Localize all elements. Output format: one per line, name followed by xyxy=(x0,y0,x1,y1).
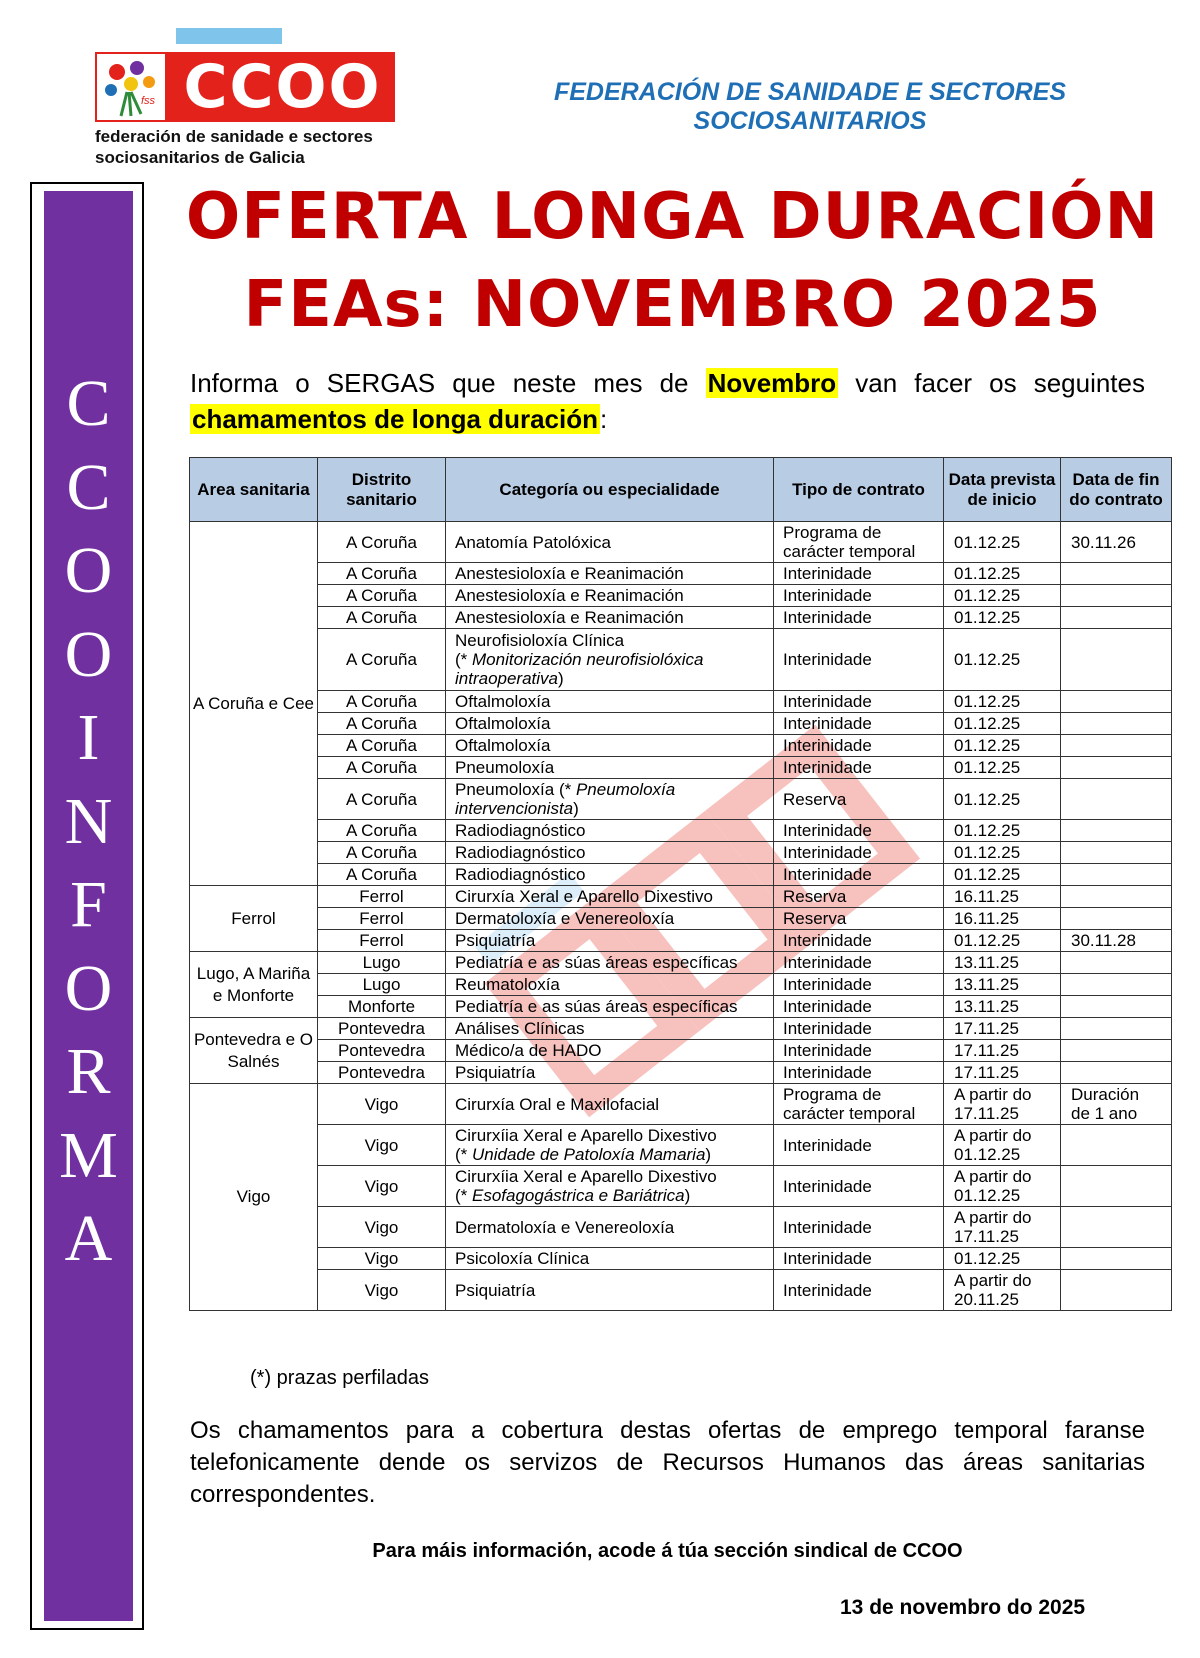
cell-contract: Interinidade xyxy=(774,757,944,779)
cell-category xyxy=(446,1207,774,1248)
cell-start-date: A partir do 01.12.25 xyxy=(944,1125,1061,1166)
cell-district: Ferrol xyxy=(318,930,446,952)
table-row xyxy=(190,1018,1172,1040)
category-name: Psiquiatría xyxy=(455,1280,536,1300)
cell-contract: Reserva xyxy=(774,908,944,930)
category-profile-note: Monitorización neurofisiolóxica intraoperativa xyxy=(455,650,704,688)
table-header-row xyxy=(190,458,1172,522)
cell-start-date: 13.11.25 xyxy=(944,974,1061,996)
cell-end-date xyxy=(1061,886,1172,908)
table-row xyxy=(190,629,1172,691)
category-name: Radiodiagnóstico xyxy=(455,843,586,862)
cell-district: A Coruña xyxy=(318,757,446,779)
cell-start-date: 01.12.25 xyxy=(944,930,1061,952)
cell-district: A Coruña xyxy=(318,864,446,886)
category-name: Dermatoloxía e Venereoloxía xyxy=(455,1217,675,1237)
cell-category xyxy=(446,757,774,779)
cell-district: A Coruña xyxy=(318,607,446,629)
cell-start-date: 01.12.25 xyxy=(944,779,1061,820)
cell-category xyxy=(446,1040,774,1062)
cell-area: Ferrol xyxy=(190,886,318,952)
table-row xyxy=(190,691,1172,713)
logo-blue-bar xyxy=(176,28,282,44)
category-name: Cirurxía Xeral e Aparello Dixestivo xyxy=(455,887,713,906)
cell-district: A Coruña xyxy=(318,629,446,691)
table-row xyxy=(190,563,1172,585)
cell-category: Cirurxíia Xeral e Aparello Dixestivo (* Unidade de Patoloxía Mamaria) xyxy=(446,1125,774,1166)
cell-category xyxy=(446,908,774,930)
cell-end-date: Duración de 1 ano xyxy=(1061,1084,1172,1125)
cell-contract: Interinidade xyxy=(774,1062,944,1084)
cell-district: Lugo xyxy=(318,952,446,974)
cell-end-date xyxy=(1061,779,1172,820)
cell-district: A Coruña xyxy=(318,563,446,585)
cell-start-date: 17.11.25 xyxy=(944,1040,1061,1062)
page-title-line1: OFERTA LONGA DURACIÓN xyxy=(185,180,1160,254)
cell-start-date: 16.11.25 xyxy=(944,886,1061,908)
cell-end-date xyxy=(1061,1018,1172,1040)
cell-end-date xyxy=(1061,1207,1172,1248)
cell-end-date xyxy=(1061,713,1172,735)
cell-contract: Interinidade xyxy=(774,607,944,629)
offers-table xyxy=(189,457,1172,1311)
cell-end-date xyxy=(1061,842,1172,864)
cell-district: A Coruña xyxy=(318,842,446,864)
category-name: Psiquiatría xyxy=(455,931,536,950)
cell-end-date xyxy=(1061,1040,1172,1062)
sidebar-letter: R xyxy=(66,1035,111,1108)
cell-district: Monforte xyxy=(318,996,446,1018)
cell-contract: Interinidade xyxy=(774,585,944,607)
cell-start-date: A partir do 17.11.25 xyxy=(944,1084,1061,1125)
header-start: Data prevista de inicio xyxy=(944,458,1061,522)
cell-start-date: A partir do 20.11.25 xyxy=(944,1270,1061,1311)
category-name: Pediatría e as súas áreas específicas xyxy=(455,953,738,972)
sidebar-letter: O xyxy=(64,951,113,1025)
intro-highlight-month: Novembro xyxy=(707,368,837,398)
cell-contract: Programa de carácter temporal xyxy=(774,1084,944,1125)
intro-part3: : xyxy=(599,404,608,434)
header-district: Distrito sanitario xyxy=(318,458,446,522)
cell-category xyxy=(446,952,774,974)
cell-district: A Coruña xyxy=(318,779,446,820)
document-date: 13 de novembro do 2025 xyxy=(840,1596,1086,1619)
category-name: Anatomía Patolóxica xyxy=(455,532,611,552)
intro-text xyxy=(190,365,1145,401)
cell-district: Pontevedra xyxy=(318,1018,446,1040)
cell-category xyxy=(446,842,774,864)
table-row xyxy=(190,908,1172,930)
cell-start-date: 01.12.25 xyxy=(944,522,1061,563)
cell-district: Vigo xyxy=(318,1248,446,1270)
cell-contract: Interinidade xyxy=(774,563,944,585)
sidebar-letter: C xyxy=(66,450,111,524)
sidebar-letter: N xyxy=(64,784,113,858)
logo-caption xyxy=(95,126,373,168)
cell-end-date xyxy=(1061,974,1172,996)
table-row xyxy=(190,974,1172,996)
cell-contract: Interinidade xyxy=(774,1166,944,1207)
sidebar-letter: O xyxy=(64,617,113,691)
federation-line2: SOCIOSANITARIOS xyxy=(693,107,927,135)
cell-category xyxy=(446,1084,774,1125)
cell-end-date xyxy=(1061,629,1172,691)
cell-contract: Reserva xyxy=(774,886,944,908)
cell-category xyxy=(446,563,774,585)
category-name: Pneumoloxía xyxy=(455,758,555,777)
footer-paragraph: Os chamamentos para a cobertura destas ofertas de emprego temporal faranse telefonicamente dende os servizos de Recursos Humanos das áreas sanitarias correspondentes. xyxy=(190,1417,1145,1508)
sidebar-letter: F xyxy=(70,868,107,941)
cell-start-date: 13.11.25 xyxy=(944,952,1061,974)
cell-contract: Programa de carácter temporal xyxy=(774,522,944,563)
cell-contract: Interinidade xyxy=(774,1207,944,1248)
cell-district: Vigo xyxy=(318,1125,446,1166)
cell-start-date: 01.12.25 xyxy=(944,757,1061,779)
category-name: Anestesioloxía e Reanimación xyxy=(455,608,684,627)
sidebar-letter: M xyxy=(59,1118,118,1192)
cell-end-date xyxy=(1061,952,1172,974)
cell-category xyxy=(446,713,774,735)
cell-district: A Coruña xyxy=(318,735,446,757)
cell-category xyxy=(446,820,774,842)
cell-end-date: 30.11.26 xyxy=(1061,522,1172,563)
table-row xyxy=(190,1207,1172,1248)
intro-text-line2 xyxy=(190,401,607,437)
cell-end-date xyxy=(1061,908,1172,930)
cell-start-date: 17.11.25 xyxy=(944,1018,1061,1040)
table-row xyxy=(190,1248,1172,1270)
cell-end-date xyxy=(1061,1125,1172,1166)
cell-start-date: 01.12.25 xyxy=(944,1248,1061,1270)
category-name: Cirurxíia Xeral e Aparello Dixestivo xyxy=(455,1126,717,1145)
cell-district: Vigo xyxy=(318,1207,446,1248)
table-row xyxy=(190,713,1172,735)
cell-contract: Interinidade xyxy=(774,691,944,713)
cell-end-date xyxy=(1061,757,1172,779)
cell-end-date xyxy=(1061,735,1172,757)
category-name: Oftalmoloxía xyxy=(455,692,551,711)
cell-start-date: 01.12.25 xyxy=(944,842,1061,864)
cell-contract: Interinidade xyxy=(774,952,944,974)
category-name: Anestesioloxía e Reanimación xyxy=(455,564,684,583)
category-profile-note: Esofagogástrica e Bariátrica xyxy=(472,1186,685,1205)
table-row xyxy=(190,1084,1172,1125)
cell-district: A Coruña xyxy=(318,713,446,735)
cell-end-date xyxy=(1061,996,1172,1018)
category-name: Radiodiagnóstico xyxy=(455,865,586,884)
logo-fss-mark: fss xyxy=(141,95,156,107)
cell-contract: Interinidade xyxy=(774,820,944,842)
cell-start-date: 01.12.25 xyxy=(944,585,1061,607)
category-name: Psiquiatría xyxy=(455,1063,536,1082)
cell-area: A Coruña e Cee xyxy=(190,522,318,886)
sidebar-letter: C xyxy=(66,367,111,440)
header-contract: Tipo de contrato xyxy=(774,458,944,522)
sidebar-letter: I xyxy=(77,701,100,774)
category-name: Médico/a de HADO xyxy=(455,1041,602,1060)
category-name: Neurofisioloxía Clínica xyxy=(455,631,625,650)
cell-end-date xyxy=(1061,1248,1172,1270)
category-name: Reumatoloxía xyxy=(455,975,560,994)
cell-end-date xyxy=(1061,585,1172,607)
cell-category xyxy=(446,1062,774,1084)
cell-start-date: A partir do 01.12.25 xyxy=(944,1166,1061,1207)
table-row xyxy=(190,820,1172,842)
cell-contract: Interinidade xyxy=(774,974,944,996)
more-info: Para máis información, acode á túa sección sindical de CCOO xyxy=(372,1540,963,1562)
sidebar-letter: A xyxy=(64,1202,113,1275)
cell-category xyxy=(446,585,774,607)
cell-area: Vigo xyxy=(190,1084,318,1311)
logo-brand-text: CCOO xyxy=(183,52,382,122)
cell-contract: Interinidade xyxy=(774,930,944,952)
cell-start-date: 16.11.25 xyxy=(944,908,1061,930)
category-name: Análises Clínicas xyxy=(455,1019,585,1038)
table-row xyxy=(190,1125,1172,1166)
cell-category xyxy=(446,864,774,886)
table-row xyxy=(190,585,1172,607)
cell-contract: Interinidade xyxy=(774,713,944,735)
table-row xyxy=(190,952,1172,974)
table-row xyxy=(190,1062,1172,1084)
sidebar-letter: O xyxy=(64,534,113,607)
table-row xyxy=(190,522,1172,563)
cell-category: Neurofisioloxía Clínica (* Monitorización neurofisiolóxica intraoperativa) xyxy=(446,629,774,691)
cell-category xyxy=(446,996,774,1018)
cell-contract: Interinidade xyxy=(774,864,944,886)
table-row xyxy=(190,735,1172,757)
header-end: Data de fin do contrato xyxy=(1061,458,1172,522)
cell-category xyxy=(446,1270,774,1311)
cell-start-date: 13.11.25 xyxy=(944,996,1061,1018)
cell-start-date: 17.11.25 xyxy=(944,1062,1061,1084)
cell-contract: Interinidade xyxy=(774,1018,944,1040)
table-row xyxy=(190,842,1172,864)
cell-end-date xyxy=(1061,820,1172,842)
table-row xyxy=(190,1270,1172,1311)
cell-end-date xyxy=(1061,607,1172,629)
cell-district: Vigo xyxy=(318,1084,446,1125)
cell-start-date: 01.12.25 xyxy=(944,691,1061,713)
cell-contract: Interinidade xyxy=(774,1248,944,1270)
table-row xyxy=(190,996,1172,1018)
cell-category xyxy=(446,691,774,713)
category-name: Radiodiagnóstico xyxy=(455,821,586,840)
cell-end-date xyxy=(1061,1270,1172,1311)
table-row xyxy=(190,1040,1172,1062)
intro-highlight-calls: chamamentos de longa duración xyxy=(192,404,598,434)
category-name: Cirurxía Oral e Maxilofacial xyxy=(455,1094,660,1114)
cell-contract: Interinidade xyxy=(774,1125,944,1166)
cell-district: A Coruña xyxy=(318,522,446,563)
table-row xyxy=(190,1166,1172,1207)
cell-end-date xyxy=(1061,691,1172,713)
cell-district: A Coruña xyxy=(318,691,446,713)
cell-category: Cirurxíia Xeral e Aparello Dixestivo (* Esofagogástrica e Bariátrica) xyxy=(446,1166,774,1207)
intro-part2: van facer os seguintes xyxy=(838,368,1145,398)
cell-area: Pontevedra e O Salnés xyxy=(190,1018,318,1084)
cell-contract: Interinidade xyxy=(774,842,944,864)
cell-end-date xyxy=(1061,864,1172,886)
intro-part1: Informa o SERGAS que neste mes de xyxy=(190,368,706,398)
flower-logo-icon xyxy=(97,54,165,120)
category-name: Oftalmoloxía xyxy=(455,714,551,733)
cell-start-date: 01.12.25 xyxy=(944,629,1061,691)
cell-category xyxy=(446,1018,774,1040)
logo-caption-line2: sociosanitarios de Galicia xyxy=(95,148,305,167)
cell-start-date: 01.12.25 xyxy=(944,563,1061,585)
table-row xyxy=(190,864,1172,886)
cell-district: A Coruña xyxy=(318,820,446,842)
cell-contract: Reserva xyxy=(774,779,944,820)
cell-district: Lugo xyxy=(318,974,446,996)
cell-start-date: 01.12.25 xyxy=(944,713,1061,735)
cell-contract: Interinidade xyxy=(774,629,944,691)
cell-start-date: 01.12.25 xyxy=(944,735,1061,757)
table-row xyxy=(190,757,1172,779)
category-name: Dermatoloxía e Venereoloxía xyxy=(455,909,675,928)
table-row xyxy=(190,779,1172,820)
category-name: Oftalmoloxía xyxy=(455,736,551,755)
cell-end-date xyxy=(1061,1166,1172,1207)
profiled-note: (*) prazas perfiladas xyxy=(250,1367,429,1389)
cell-contract: Interinidade xyxy=(774,996,944,1018)
cell-end-date: 30.11.28 xyxy=(1061,930,1172,952)
cell-area: Lugo, A Mariña e Monforte xyxy=(190,952,318,1018)
cell-category xyxy=(446,886,774,908)
cell-contract: Interinidade xyxy=(774,735,944,757)
cell-district: Pontevedra xyxy=(318,1040,446,1062)
cell-start-date: 01.12.25 xyxy=(944,864,1061,886)
federation-heading xyxy=(520,78,1100,136)
table-row xyxy=(190,930,1172,952)
cell-category xyxy=(446,930,774,952)
cell-district: Ferrol xyxy=(318,886,446,908)
cell-start-date: A partir do 17.11.25 xyxy=(944,1207,1061,1248)
cell-category xyxy=(446,1248,774,1270)
logo-caption-line1: federación de sanidade e sectores xyxy=(95,127,373,146)
category-name: Cirurxíia Xeral e Aparello Dixestivo xyxy=(455,1167,717,1186)
cell-category: Pneumoloxía (* Pneumoloxía intervencionista) xyxy=(446,779,774,820)
cell-district: Ferrol xyxy=(318,908,446,930)
category-name: Anestesioloxía e Reanimación xyxy=(455,586,684,605)
federation-line1: FEDERACIÓN DE SANIDADE E SECTORES xyxy=(553,78,1067,106)
category-name: Psicoloxía Clínica xyxy=(455,1249,590,1268)
cell-district: Vigo xyxy=(318,1270,446,1311)
table-row xyxy=(190,886,1172,908)
cell-district: Pontevedra xyxy=(318,1062,446,1084)
cell-category xyxy=(446,974,774,996)
cell-district: Vigo xyxy=(318,1166,446,1207)
cell-end-date xyxy=(1061,1062,1172,1084)
category-profile-note: Pneumoloxía intervencionista xyxy=(455,780,676,818)
page-title-line2: FEAs: NOVEMBRO 2025 xyxy=(243,268,1102,342)
table-row xyxy=(190,607,1172,629)
category-name: Pediatría e as súas áreas específicas xyxy=(455,997,738,1016)
header-area: Area sanitaria xyxy=(190,458,318,522)
cell-contract: Interinidade xyxy=(774,1270,944,1311)
cell-end-date xyxy=(1061,563,1172,585)
category-profile-note: Unidade de Patoloxía Mamaria xyxy=(472,1145,706,1164)
sidebar-ccoo-informa xyxy=(44,362,133,1281)
header-category: Categoría ou especialidade xyxy=(446,458,774,522)
cell-start-date: 01.12.25 xyxy=(944,820,1061,842)
cell-contract: Interinidade xyxy=(774,1040,944,1062)
cell-district: A Coruña xyxy=(318,585,446,607)
cell-category xyxy=(446,522,774,563)
category-name: Pneumoloxía xyxy=(455,780,555,799)
cell-category xyxy=(446,607,774,629)
cell-start-date: 01.12.25 xyxy=(944,607,1061,629)
cell-category xyxy=(446,735,774,757)
